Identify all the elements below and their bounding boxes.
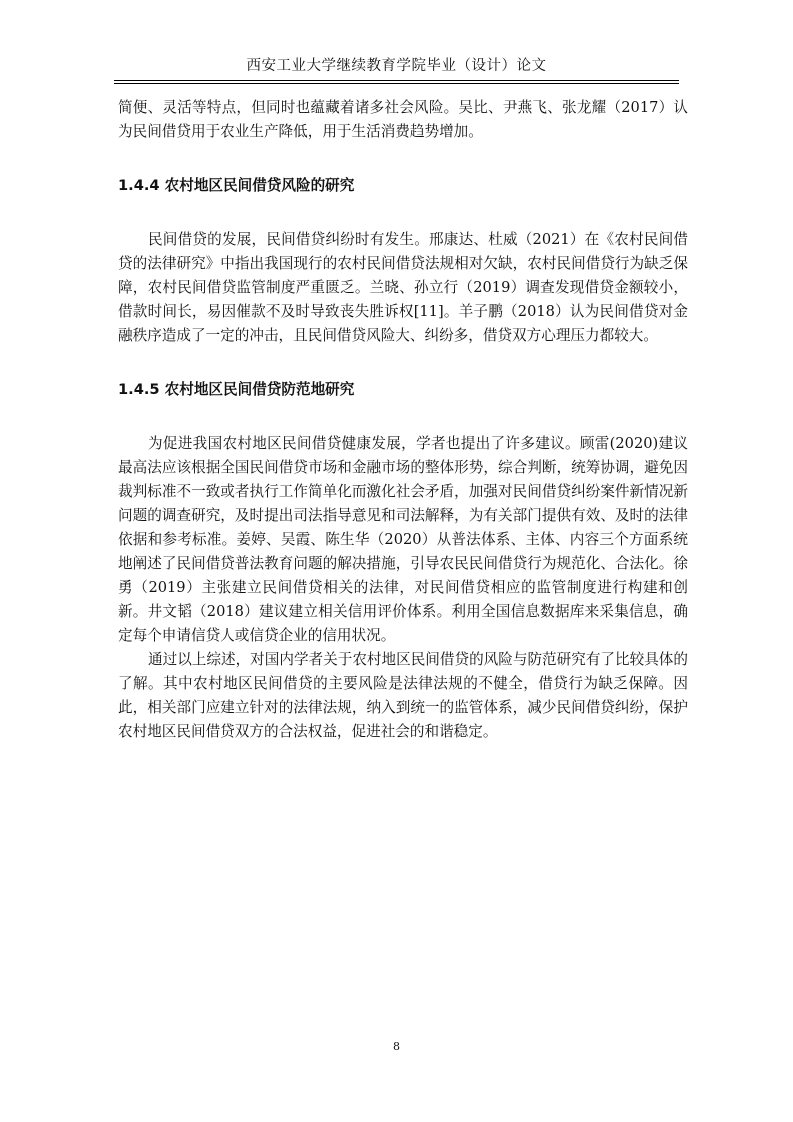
section-heading-1-4-5: 1.4.5 农村地区民间借贷防范地研究 xyxy=(118,381,355,398)
page-header-title: 西安工业大学继续教育学院毕业（设计）论文 xyxy=(246,58,547,74)
paragraph-risk-research: 民间借贷的发展，民间借贷纠纷时有发生。邢康达、杜威（2021）在《农村民间借贷的法律研究》中指出我国现行的农村民间借贷法规相对欠缺，农村民间借贷行为缺乏保障，农村民间借贷监管制度严重匮乏。兰晓、孙立行（2019）调查发现借贷金额较小，借款时间长，易因催款不及时导致丧失胜诉权[11]。羊子鹏（2018）认为民间借贷对金融秩序造成了一定的冲击，且民间借贷风险大、纠纷多，借贷双方心理压力都较大。 xyxy=(118,231,688,344)
page-body xyxy=(118,96,688,744)
section-heading-1-4-4: 1.4.4 农村地区民间借贷风险的研究 xyxy=(118,177,355,194)
header-rule-thin xyxy=(114,83,679,84)
header-rule-thick xyxy=(114,80,679,81)
paragraph-summary: 通过以上综述，对国内学者关于农村地区民间借贷的风险与防范研究有了比较具体的了解。其中农村地区民间借贷的主要风险是法律法规的不健全，借贷行为缺乏保障。因此，相关部门应建立针对的法律法规，纳入到统一的监管体系，减少民间借贷纠纷，保护农村地区民间借贷双方的合法权益，促进社会的和谐稳定。 xyxy=(118,651,688,740)
paragraph-prevention-research: 为促进我国农村地区民间借贷健康发展，学者也提出了许多建议。顾雷(2020)建议最高法应该根据全国民间借贷市场和金融市场的整体形势，综合判断，统筹协调，避免因裁判标准不一致或者执行工作简单化而激化社会矛盾，加强对民间借贷纠纷案件新情况新问题的调查研究，及时提出司法指导意见和司法解释，为有关部门提供有效、及时的法律依据和参考标准。姜婷、吴霞、陈生华（2020）从普法体系、主体、内容三个方面系统地阐述了民间借贷普法教育问题的解决措施，引导农民民间借贷行为规范化、合法化。徐勇（2019）主张建立民间借贷相关的法律，对民间借贷相应的监管制度进行构建和创新。井文韬（2018）建议建立相关信用评价体系。利用全国信息数据库来采集信息，确定每个申请信贷人或信贷企业的信用状况。 xyxy=(118,435,688,644)
page-number: 8 xyxy=(393,1040,400,1053)
paragraph-continued: 简便、灵活等特点，但同时也蕴藏着诸多社会风险。吴比、尹燕飞、张龙耀（2017）认为民间借贷用于农业生产降低，用于生活消费趋势增加。 xyxy=(118,99,688,140)
